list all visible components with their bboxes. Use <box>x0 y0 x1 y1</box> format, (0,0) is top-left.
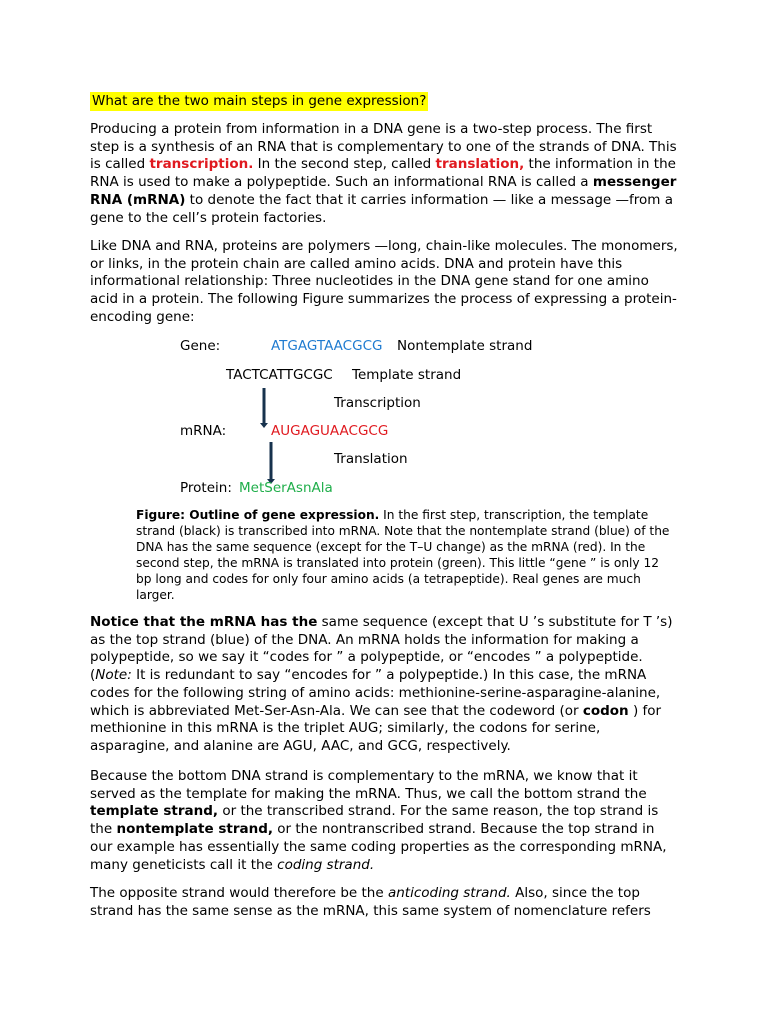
question-heading: What are the two main steps in gene expression? <box>92 93 427 109</box>
intro-text-1: Producing a protein from information in a DNA gene is a two-step process. The first step is a synthesis of an RNA that is complementary to one of the strands of DNA. This is called <box>90 121 677 173</box>
paragraph-intro <box>90 121 680 227</box>
mrna-sequence: AUGAGUAACGCG <box>271 423 389 439</box>
gene-sequence: ATGAGTAACGCG <box>271 338 383 354</box>
term-nontemplate-strand: nontemplate strand, <box>116 821 273 838</box>
term-translation: translation, <box>435 156 525 173</box>
template-sequence: TACTCATTGCGC <box>226 367 333 383</box>
notice-bold: Notice that the mRNA has the <box>90 614 318 630</box>
paragraph-anticoding <box>90 885 680 920</box>
notice-text-1: same sequence (except that U ’s substitute for T ’s) as the top strand (blue) of the DNA. An mRNA holds the information for making a polypeptide, so we say it “codes for ” a polypeptide, or “encodes ” a polypeptide. ( <box>90 614 673 684</box>
intro-text-4: to denote the fact that it carries information — like a message —from a gene to the cell’s protein factories. <box>90 191 674 226</box>
intro-text-2: In the second step, called <box>253 156 436 173</box>
notice-text-2: It is redundant to say “encodes for ” a polypeptide.) In this case, the mRNA codes for the following string of amino acids: methionine-serine-asparagine-alanine, which is abbreviated Met-Ser-Asn-Ala. We can see that the codeword (or <box>90 667 661 719</box>
transcription-arrow <box>256 387 272 429</box>
caption-title: Figure: Outline of gene expression. <box>136 508 380 522</box>
gene-label: Gene: <box>180 338 221 354</box>
term-coding-strand: coding strand. <box>277 856 375 873</box>
translation-arrow <box>263 441 279 485</box>
protein-sequence: MetSerAsnAla <box>239 480 333 496</box>
paragraph-mrna-notice <box>90 614 680 756</box>
anticoding-text-1: The opposite strand would therefore be the <box>90 885 388 901</box>
notice-text-3: ) for methionine in this mRNA is the triplet AUG; similarly, the codons for serine, asparagine, and alanine are AGU, AAC, and GCG, respectively. <box>90 702 662 754</box>
protein-label: Protein: <box>180 480 232 496</box>
term-mrna: messenger RNA (mRNA) <box>90 174 677 208</box>
figure-caption <box>136 507 676 603</box>
term-codon: codon <box>582 702 629 719</box>
term-anticoding-strand: anticoding strand. <box>387 885 511 901</box>
template-strand-label: Template strand <box>352 367 462 383</box>
paragraph-template-strand <box>90 768 680 874</box>
translation-step-label: Translation <box>334 451 408 467</box>
note-label: Note: <box>95 667 132 684</box>
mrna-label: mRNA: <box>180 423 227 439</box>
caption-text: In the first step, transcription, the template strand (black) is transcribed into mRNA. Note that the nontemplate strand (blue) of the DNA has the same sequence (except for the T–U change) as the mRNA (red). In the second step, the mRNA is translated into protein (green). This little “gene ” is only 12 bp long and codes for only four amino acids (a tetrapeptide). Real genes are much larger. <box>136 508 670 602</box>
template-text-2: or the transcribed strand. For the same reason, the top strand is the <box>90 803 659 838</box>
template-text-1: Because the bottom DNA strand is complementary to the mRNA, we know that it served as the template for making the mRNA. Thus, we call the bottom strand the <box>90 768 647 802</box>
anticoding-text-2: Also, since the top strand has the same sense as the mRNA, this same system of nomenclature refers <box>90 885 651 919</box>
nontemplate-strand-label: Nontemplate strand <box>397 338 533 354</box>
paragraph-proteins: Like DNA and RNA, proteins are polymers —long, chain-like molecules. The monomers, or links, in the protein chain are called amino acids. DNA and protein have this informational relationship: Three nucleotides in the DNA gene stand for one amino acid in a protein. The following Figure summarizes the process of expressing a protein-encoding gene: <box>90 238 678 325</box>
term-transcription: transcription. <box>149 156 254 173</box>
term-template-strand: template strand, <box>90 803 219 820</box>
template-text-3: or the nontranscribed strand. Because the top strand in our example has essentially the same coding properties as the corresponding mRNA, many geneticists call it the <box>90 821 667 873</box>
intro-text-3: the information in the RNA is used to make a polypeptide. Such an informational RNA is called a <box>90 156 676 191</box>
transcription-step-label: Transcription <box>334 395 421 411</box>
